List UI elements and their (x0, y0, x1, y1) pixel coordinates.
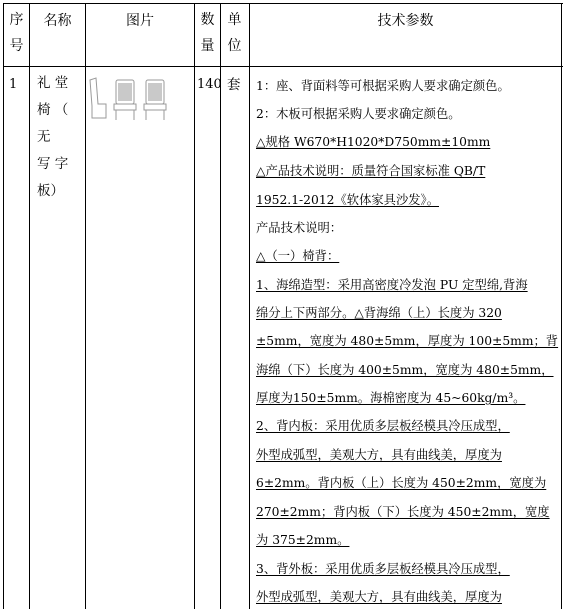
spec-line: 3、背外板：采用优质多层板经模具冷压成型， (256, 562, 510, 576)
grid-line (194, 3, 195, 609)
header-seq: 序 号 (9, 12, 24, 54)
spec-line: 海绵（下）长度为 400±5mm，宽度为 480±5mm， (256, 363, 554, 377)
spec-line: 外型成弧型，美观大方，具有曲线美，厚度为 (256, 448, 502, 462)
spec-line: 2：木板可根据采购人要求确定颜色。 (256, 107, 461, 121)
spec-line: △规格 W670*H1020*D750mm±10mm (256, 135, 491, 149)
header-spec: 技术参数 (377, 13, 434, 29)
spec-line: 2、背内板：采用优质多层板经模具冷压成型， (256, 419, 510, 433)
header-qty: 数 量 (200, 12, 215, 54)
spec-line: 厚度为150±5mm。海棉密度为 45~60kg/m³。 (256, 391, 526, 405)
spec-line: △（一）椅背： (256, 249, 340, 263)
spec-line: 绵分上下两部分。△背海绵（上）长度为 320 (256, 306, 502, 320)
grid-line (29, 3, 30, 609)
chair-image (86, 74, 174, 124)
spec-line: 外型成弧型，美观大方，具有曲线美，厚度为 (256, 590, 502, 604)
spec-line: 1、海绵造型：采用高密度冷发泡 PU 定型绵,背海 (256, 278, 528, 292)
header-name: 名称 (43, 13, 72, 29)
row-name: 礼 堂 椅 （ 无 写 字 板） (37, 75, 69, 199)
grid-line (561, 3, 562, 609)
spec-line: 产品技术说明： (256, 221, 343, 235)
spec-line: 1952.1-2012《软体家具沙发》。 (256, 193, 439, 207)
spec-line: △产品技术说明：质量符合国家标准 QB/T (256, 164, 486, 178)
grid-line (3, 66, 563, 67)
row-unit: 套 (227, 77, 241, 93)
row-seq: 1 (9, 77, 18, 92)
header-unit: 单 位 (227, 12, 242, 54)
grid-line (3, 3, 563, 4)
row-qty: 140 (197, 77, 222, 92)
spec-line: 为 375±2mm。 (256, 533, 350, 547)
header-image: 图片 (126, 13, 154, 29)
grid-line (3, 3, 4, 609)
spec-line: 270±2mm；背内板（下）长度为 450±2mm，宽度 (256, 505, 550, 519)
spec-line: 6±2mm。背内板（上）长度为 450±2mm，宽度为 (256, 476, 547, 490)
spec-line: 1：座、背面料等可根据采购人要求确定颜色。 (256, 79, 510, 93)
spec-line: ±5mm，宽度为 480±5mm，厚度为 100±5mm；背 (256, 334, 559, 348)
grid-line (249, 3, 250, 609)
chair-side-view (90, 78, 106, 118)
